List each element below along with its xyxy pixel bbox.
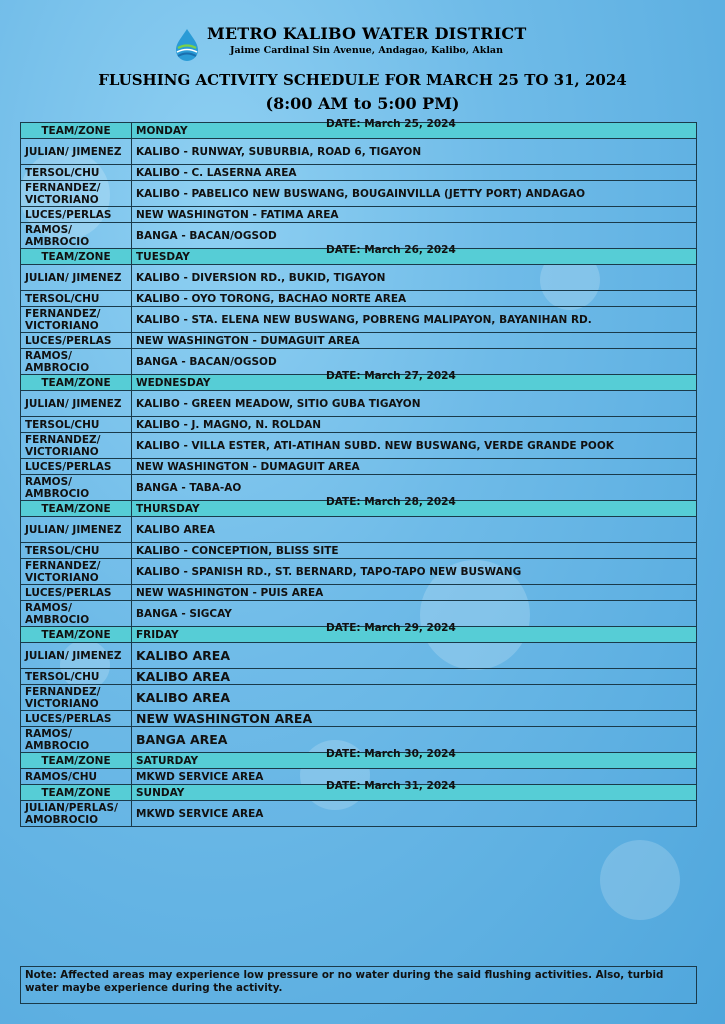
table-row (21, 543, 697, 559)
team-cell: JULIAN/PERLAS/ AMOBROCIO (21, 801, 132, 827)
team-cell: JULIAN/ JIMENEZ (21, 643, 132, 669)
day-date: DATE: March 30, 2024 (326, 747, 456, 760)
area-cell: KALIBO - PABELICO NEW BUSWANG, BOUGAINVILLA (JETTY PORT) ANDAGAO (132, 181, 697, 207)
day-name: WEDNESDAY (136, 376, 211, 389)
team-cell: FERNANDEZ/ VICTORIANO (21, 307, 132, 333)
schedule-note: Note: Affected areas may experience low pressure or no water during the said flushing activities. Also, turbid water maybe experience during the activity. (20, 966, 697, 1004)
team-zone-label: TEAM/ZONE (21, 785, 132, 801)
day-date: DATE: March 25, 2024 (326, 117, 456, 130)
table-row (21, 207, 697, 223)
area-cell: MKWD SERVICE AREA (132, 801, 697, 827)
day-cell (132, 779, 697, 801)
water-drop-logo-icon (173, 28, 201, 62)
day-cell (132, 243, 697, 265)
table-row (21, 459, 697, 475)
page-header (0, 22, 725, 62)
team-cell: JULIAN/ JIMENEZ (21, 265, 132, 291)
area-cell: NEW WASHINGTON - PUIS AREA (132, 585, 697, 601)
area-cell: KALIBO AREA (132, 685, 697, 711)
table-row (21, 333, 697, 349)
day-cell (132, 621, 697, 643)
area-cell: KALIBO - RUNWAY, SUBURBIA, ROAD 6, TIGAYON (132, 139, 697, 165)
team-cell: TERSOL/CHU (21, 291, 132, 307)
day-name: THURSDAY (136, 502, 200, 515)
table-row (21, 669, 697, 685)
area-cell: NEW WASHINGTON - DUMAGUIT AREA (132, 459, 697, 475)
area-cell: KALIBO - GREEN MEADOW, SITIO GUBA TIGAYON (132, 391, 697, 417)
table-row (21, 685, 697, 711)
day-name: SUNDAY (136, 786, 185, 799)
team-cell: LUCES/PERLAS (21, 459, 132, 475)
day-header-row (21, 627, 697, 643)
team-zone-label: TEAM/ZONE (21, 123, 132, 139)
table-row (21, 291, 697, 307)
table-row (21, 585, 697, 601)
table-row (21, 417, 697, 433)
team-cell: FERNANDEZ/ VICTORIANO (21, 181, 132, 207)
org-name: METRO KALIBO WATER DISTRICT (207, 24, 527, 43)
day-header-row (21, 753, 697, 769)
team-cell: RAMOS/CHU (21, 769, 132, 785)
table-row (21, 391, 697, 417)
table-row (21, 801, 697, 827)
day-header-row (21, 501, 697, 517)
table-row (21, 265, 697, 291)
background-bubble (600, 840, 680, 920)
day-header-row (21, 785, 697, 801)
team-cell: FERNANDEZ/ VICTORIANO (21, 559, 132, 585)
team-zone-label: TEAM/ZONE (21, 375, 132, 391)
day-cell (132, 747, 697, 769)
team-cell: LUCES/PERLAS (21, 585, 132, 601)
day-name: TUESDAY (136, 250, 190, 263)
table-row (21, 433, 697, 459)
table-row (21, 307, 697, 333)
area-cell: KALIBO - SPANISH RD., ST. BERNARD, TAPO-TAPO NEW BUSWANG (132, 559, 697, 585)
table-row (21, 643, 697, 669)
team-cell: RAMOS/ AMBROCIO (21, 223, 132, 249)
team-cell: LUCES/PERLAS (21, 333, 132, 349)
area-cell: BANGA - BACAN/OGSOD (132, 349, 697, 375)
area-cell: NEW WASHINGTON AREA (132, 711, 697, 727)
table-row (21, 517, 697, 543)
table-row (21, 165, 697, 181)
team-cell: TERSOL/CHU (21, 417, 132, 433)
flushing-schedule-table (20, 117, 697, 827)
area-cell: KALIBO AREA (132, 643, 697, 669)
team-zone-label: TEAM/ZONE (21, 501, 132, 517)
team-cell: TERSOL/CHU (21, 165, 132, 181)
day-date: DATE: March 29, 2024 (326, 621, 456, 634)
team-cell: RAMOS/ AMBROCIO (21, 727, 132, 753)
team-cell: JULIAN/ JIMENEZ (21, 517, 132, 543)
day-cell (132, 369, 697, 391)
day-header-row (21, 123, 697, 139)
table-row (21, 559, 697, 585)
area-cell: BANGA AREA (132, 727, 697, 753)
day-cell (132, 117, 697, 139)
table-row (21, 139, 697, 165)
team-cell: FERNANDEZ/ VICTORIANO (21, 685, 132, 711)
area-cell: KALIBO - OYO TORONG, BACHAO NORTE AREA (132, 291, 697, 307)
area-cell: KALIBO AREA (132, 517, 697, 543)
team-cell: TERSOL/CHU (21, 543, 132, 559)
team-cell: LUCES/PERLAS (21, 711, 132, 727)
area-cell: BANGA - BACAN/OGSOD (132, 223, 697, 249)
day-date: DATE: March 27, 2024 (326, 369, 456, 382)
area-cell: KALIBO - DIVERSION RD., BUKID, TIGAYON (132, 265, 697, 291)
area-cell: KALIBO - STA. ELENA NEW BUSWANG, POBRENG MALIPAYON, BAYANIHAN RD. (132, 307, 697, 333)
day-name: FRIDAY (136, 628, 179, 641)
table-row (21, 711, 697, 727)
day-name: MONDAY (136, 124, 188, 137)
team-zone-label: TEAM/ZONE (21, 249, 132, 265)
team-cell: JULIAN/ JIMENEZ (21, 391, 132, 417)
area-cell: MKWD SERVICE AREA (132, 769, 697, 785)
team-cell: RAMOS/ AMBROCIO (21, 475, 132, 501)
day-header-row (21, 249, 697, 265)
area-cell: KALIBO - J. MAGNO, N. ROLDAN (132, 417, 697, 433)
area-cell: BANGA - SIGCAY (132, 601, 697, 627)
area-cell: NEW WASHINGTON - FATIMA AREA (132, 207, 697, 223)
team-cell: RAMOS/ AMBROCIO (21, 349, 132, 375)
team-cell: LUCES/PERLAS (21, 207, 132, 223)
day-cell (132, 495, 697, 517)
team-cell: JULIAN/ JIMENEZ (21, 139, 132, 165)
area-cell: KALIBO - CONCEPTION, BLISS SITE (132, 543, 697, 559)
team-cell: TERSOL/CHU (21, 669, 132, 685)
area-cell: KALIBO AREA (132, 669, 697, 685)
area-cell: NEW WASHINGTON - DUMAGUIT AREA (132, 333, 697, 349)
day-date: DATE: March 28, 2024 (326, 495, 456, 508)
day-date: DATE: March 31, 2024 (326, 779, 456, 792)
area-cell: KALIBO - VILLA ESTER, ATI-ATIHAN SUBD. NEW BUSWANG, VERDE GRANDE POOK (132, 433, 697, 459)
team-zone-label: TEAM/ZONE (21, 627, 132, 643)
day-date: DATE: March 26, 2024 (326, 243, 456, 256)
org-address: Jaime Cardinal Sin Avenue, Andagao, Kalibo, Aklan (230, 45, 503, 56)
team-zone-label: TEAM/ZONE (21, 753, 132, 769)
day-header-row (21, 375, 697, 391)
schedule-hours: (8:00 AM to 5:00 PM) (265, 94, 460, 113)
day-name: SATURDAY (136, 754, 199, 767)
team-cell: RAMOS/ AMBROCIO (21, 601, 132, 627)
table-row (21, 181, 697, 207)
schedule-title: FLUSHING ACTIVITY SCHEDULE FOR MARCH 25 TO 31, 2024 (98, 71, 627, 89)
team-cell: FERNANDEZ/ VICTORIANO (21, 433, 132, 459)
area-cell: BANGA - TABA-AO (132, 475, 697, 501)
area-cell: KALIBO - C. LASERNA AREA (132, 165, 697, 181)
